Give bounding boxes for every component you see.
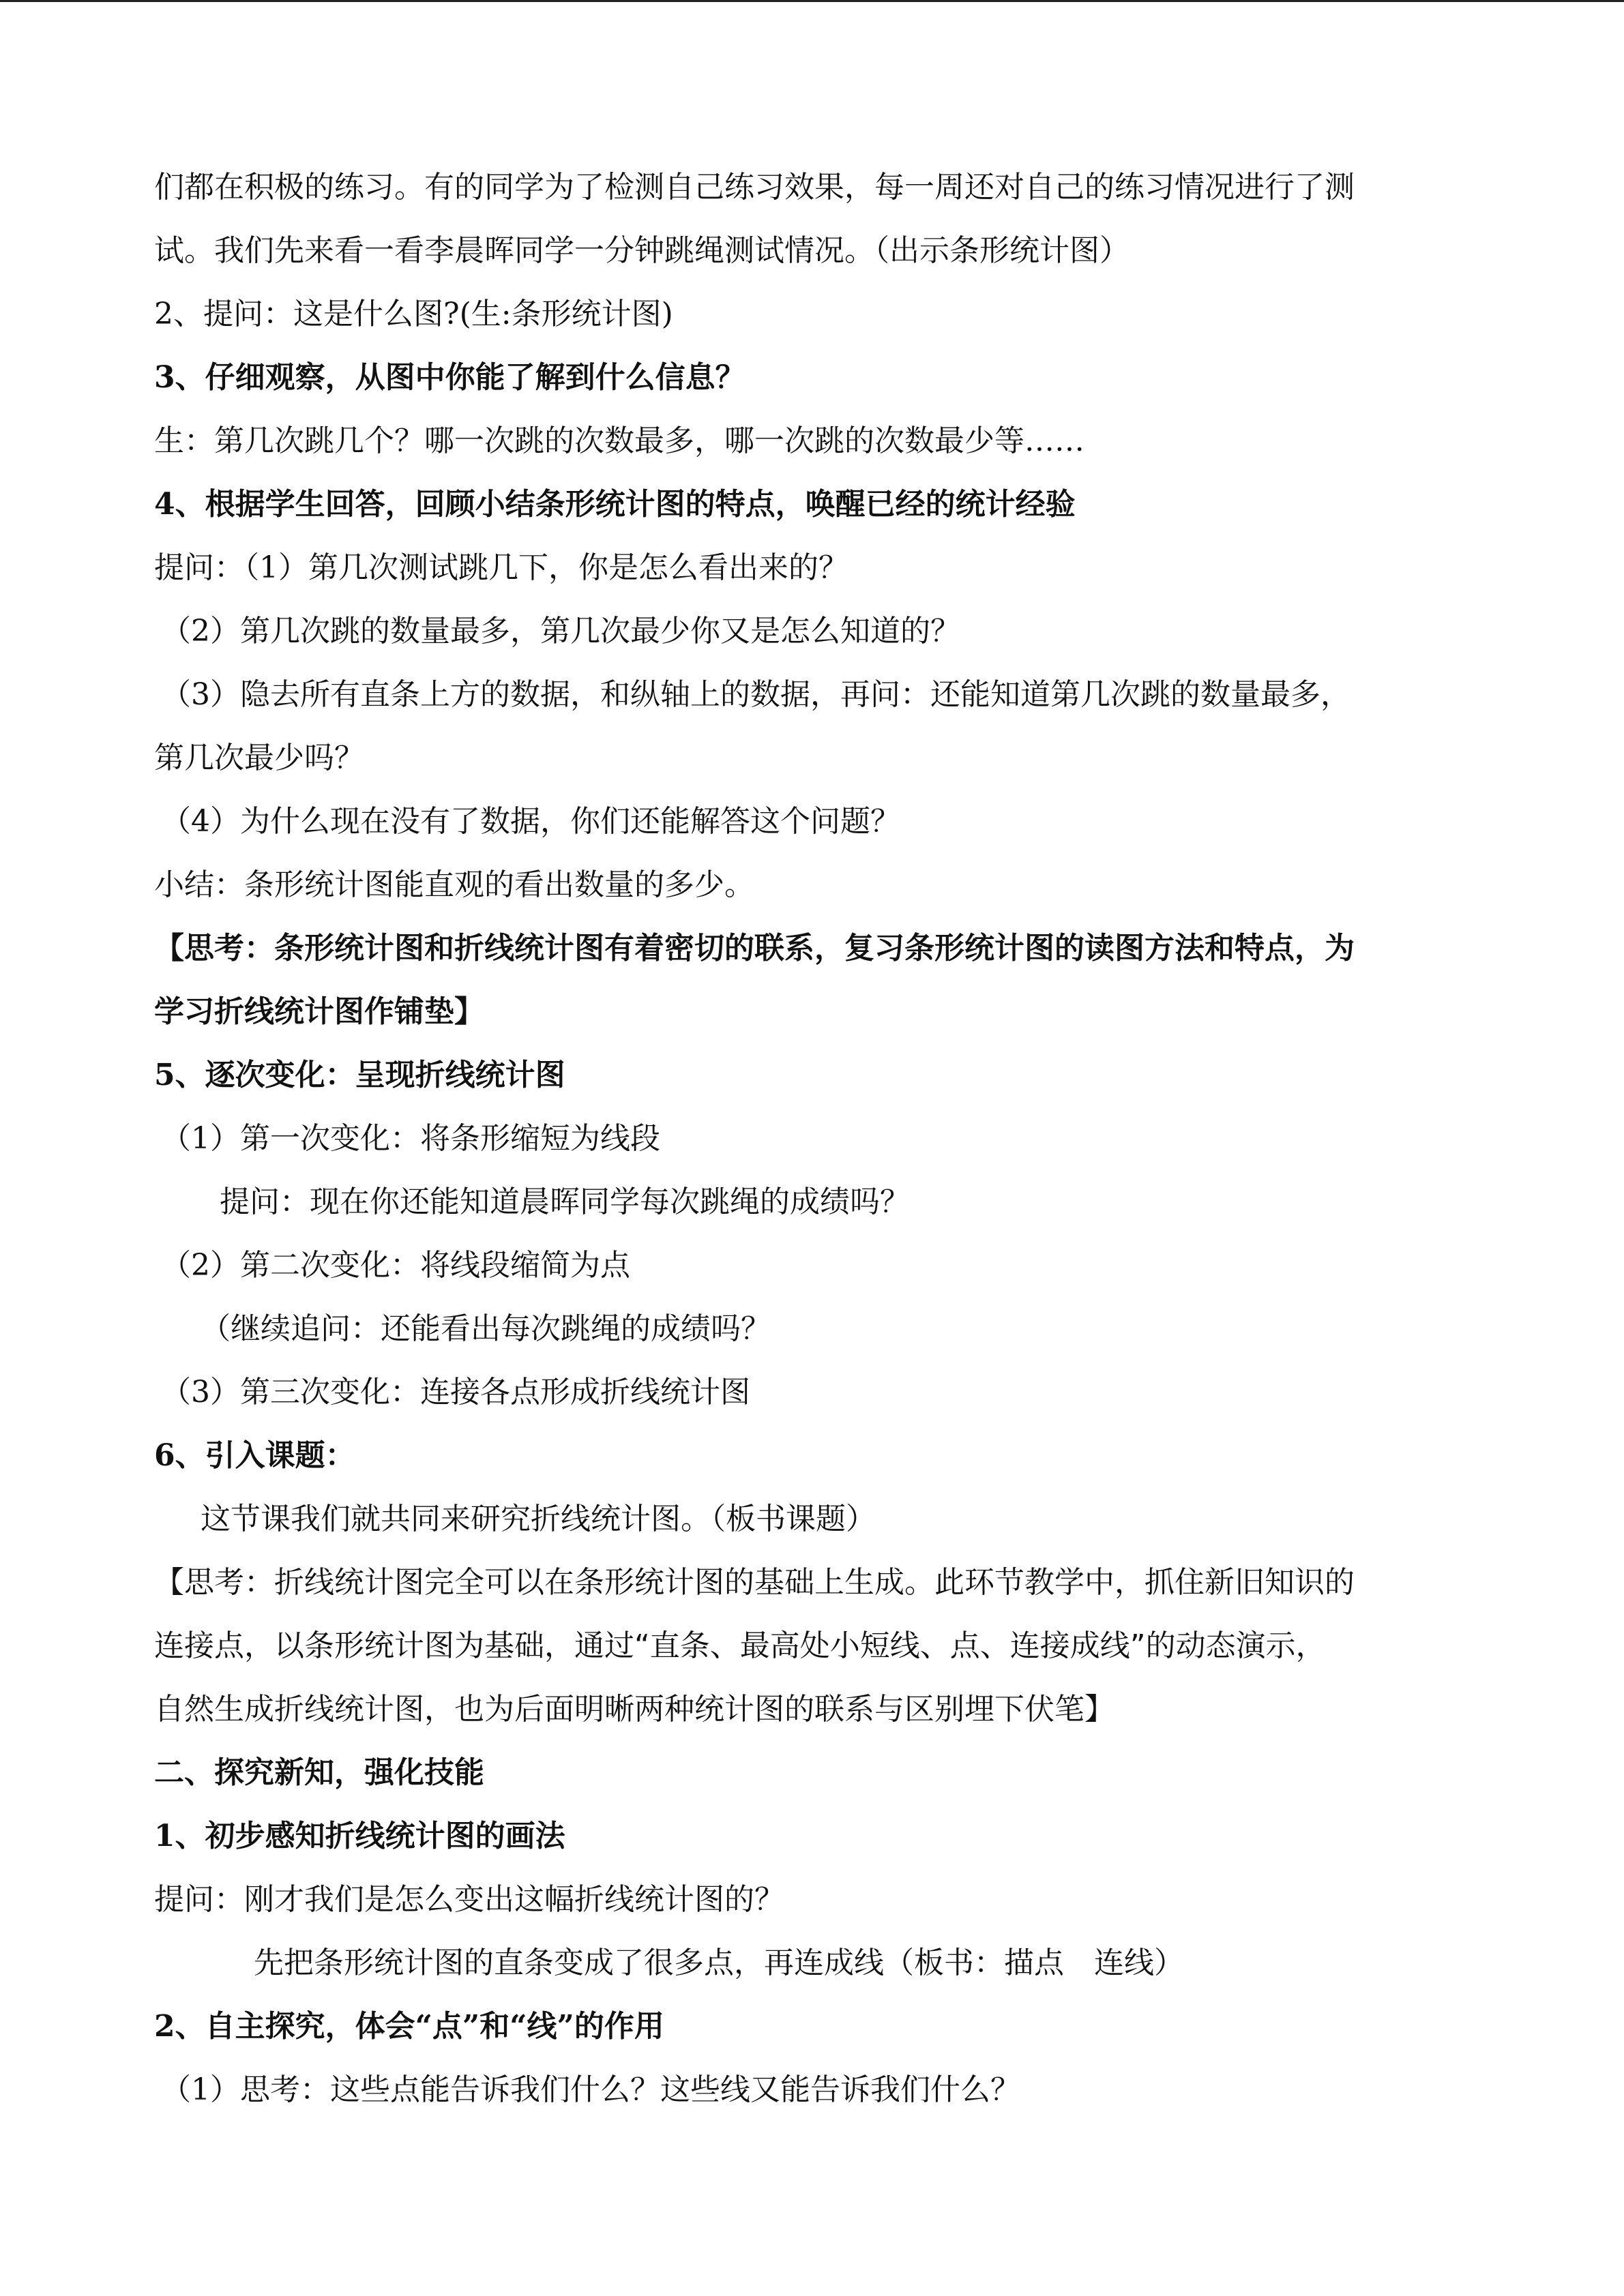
question-3-continued: 第几次最少吗？	[154, 741, 364, 775]
step-6-heading: 6、引入课题：	[154, 1438, 355, 1473]
step-3-heading: 3、仔细观察，从图中你能了解到什么信息？	[154, 360, 745, 395]
student-answer: 生：第几次跳几个？哪一次跳的次数最多，哪一次跳的次数最少等……	[154, 423, 1084, 458]
subsection-2-heading: 2、自主探究，体会“点”和“线”的作用	[154, 2009, 664, 2044]
answer-line: 先把条形统计图的直条变成了很多点，再连成线（板书：描点 连线）	[254, 1945, 1184, 1980]
reflection-note-2-continued: 连接点，以条形统计图为基础，通过“直条、最高处小短线、点、连接成线”的动态演示，	[154, 1628, 1326, 1663]
think-question: （1）思考：这些点能告诉我们什么？这些线又能告诉我们什么？	[161, 2072, 1020, 2107]
question-line: 提问：刚才我们是怎么变出这幅折线统计图的？	[154, 1882, 784, 1917]
subsection-1-heading: 1、初步感知折线统计图的画法	[154, 1819, 565, 1853]
change-2-followup: （继续追问：还能看出每次跳绳的成绩吗？	[201, 1311, 771, 1346]
change-1: （1）第一次变化：将条形缩短为线段	[161, 1121, 660, 1156]
change-1-question: 提问：现在你还能知道晨晖同学每次跳绳的成绩吗？	[220, 1184, 910, 1219]
paragraph-line: 们都在积极的练习。有的同学为了检测自己练习效果，每一周还对自己的练习情况进行了测	[154, 170, 1355, 205]
change-3: （3）第三次变化：连接各点形成折线统计图	[161, 1375, 750, 1410]
reflection-note-1-continued: 学习折线统计图作铺垫】	[154, 994, 484, 1029]
change-2: （2）第二次变化：将线段缩简为点	[161, 1248, 630, 1283]
paragraph-line: 试。我们先来看一看李晨晖同学一分钟跳绳测试情况。（出示条形统计图）	[154, 233, 1130, 268]
document-body	[154, 155, 1471, 2121]
summary: 小结：条形统计图能直观的看出数量的多少。	[154, 867, 754, 902]
question-2: （2）第几次跳的数量最多，第几次最少你又是怎么知道的？	[161, 614, 960, 648]
reflection-note-1: 【思考：条形统计图和折线统计图有着密切的联系，复习条形统计图的读图方法和特点，为	[154, 931, 1355, 966]
question-4: （4）为什么现在没有了数据，你们还能解答这个问题？	[161, 804, 900, 839]
step-4-heading: 4、根据学生回答，回顾小结条形统计图的特点，唤醒已经的统计经验	[154, 487, 1076, 522]
question-1: 提问：（1）第几次测试跳几下，你是怎么看出来的？	[154, 550, 848, 585]
reflection-note-2: 【思考：折线统计图完全可以在条形统计图的基础上生成。此环节教学中，抓住新旧知识的	[154, 1565, 1355, 1600]
section-2-heading: 二、探究新知，强化技能	[154, 1755, 484, 1790]
step-5-heading: 5、逐次变化：呈现折线统计图	[154, 1058, 565, 1092]
topic-introduction: 这节课我们就共同来研究折线统计图。（板书课题）	[201, 1502, 876, 1536]
question-3: （3）隐去所有直条上方的数据，和纵轴上的数据，再问：还能知道第几次跳的数量最多，	[161, 677, 1350, 712]
reflection-note-2-end: 自然生成折线统计图，也为后面明晰两种统计图的联系与区别埋下伏笔】	[154, 1692, 1114, 1727]
step-2-question: 2、提问：这是什么图?(生:条形统计图)	[154, 297, 673, 331]
page-top-border	[0, 0, 1624, 2]
